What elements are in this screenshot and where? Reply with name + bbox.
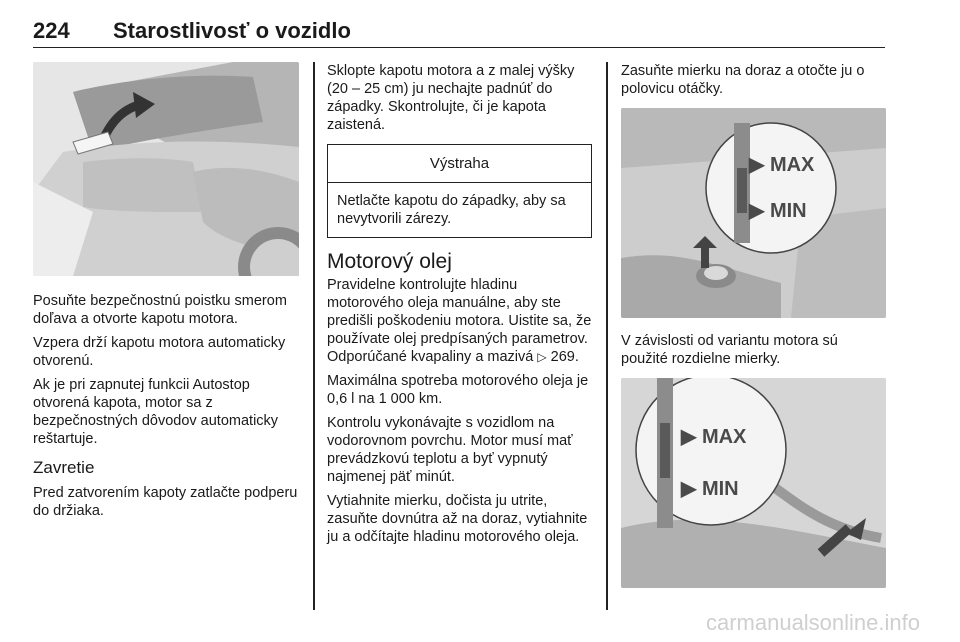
column-middle bbox=[327, 62, 592, 552]
max-label: MAX bbox=[769, 154, 815, 176]
paragraph: Vytiahnite mierku, dočista ju utrite, zasuňte dovnútra až na doraz, vytiahnite ju a odčítajte hladinu motorového oleja. bbox=[327, 493, 588, 545]
column-left bbox=[33, 62, 299, 526]
page-number: 224 bbox=[33, 18, 70, 43]
paragraph: Vzpera drží kapotu motora automaticky otvorenú. bbox=[33, 335, 286, 369]
column-divider bbox=[313, 62, 315, 610]
warning-body: Netlačte kapotu do západky, aby sa nevytvorili zárezy. bbox=[337, 193, 566, 227]
closing-heading: Zavretie bbox=[33, 458, 95, 477]
paragraph: Pred zatvorením kapoty zatlačte podperu do držiaka. bbox=[33, 485, 298, 519]
hood-opening-illustration bbox=[33, 62, 299, 276]
paragraph: Maximálna spotreba motorového oleja je 0,6 l na 1 000 km. bbox=[327, 373, 589, 407]
paragraph: V závislosti od variantu motora sú použité rozdielne mierky. bbox=[621, 333, 838, 367]
column-right bbox=[621, 62, 886, 588]
dipstick-min-marker: ▶ MIN bbox=[749, 200, 807, 222]
dipstick-illustration-2 bbox=[621, 378, 886, 588]
page-header bbox=[33, 14, 885, 48]
min-label: MIN bbox=[769, 200, 807, 222]
page-reference: 269. bbox=[550, 349, 579, 365]
dipstick-min-marker: ▶ MIN bbox=[681, 478, 739, 500]
watermark: carmanualsonline.info bbox=[705, 610, 920, 635]
page-title: Starostlivosť o vozidlo bbox=[113, 18, 351, 43]
dipstick-max-marker: ▶ MAX bbox=[681, 426, 747, 448]
paragraph: Sklopte kapotu motora a z malej výšky (20 – 25 cm) ju nechajte padnúť do západky. Skontrolujte, či je kapota zaistená. bbox=[327, 63, 575, 133]
max-label: MAX bbox=[701, 426, 747, 448]
page-ref-icon: ▷ bbox=[537, 350, 547, 364]
warning-title: Výstraha bbox=[328, 145, 591, 183]
paragraph-text: Pravidelne kontrolujte hladinu motorového oleja manuálne, aby ste predišli poškodeniu motora. Uistite sa, že používate olej predpísaných parametrov. Odporúčané kvapaliny a mazivá bbox=[327, 277, 592, 365]
dipstick-illustration-1 bbox=[621, 108, 886, 318]
paragraph bbox=[327, 276, 592, 366]
paragraph: Zasuňte mierku na doraz a otočte ju o polovicu otáčky. bbox=[621, 63, 865, 97]
oil-heading: Motorový olej bbox=[327, 250, 452, 273]
paragraph: Kontrolu vykonávajte s vozidlom na vodorovnom povrchu. Motor musí mať prevádzkovú teplotu a byť vypnutý najmenej päť minút. bbox=[327, 415, 573, 485]
warning-box bbox=[327, 144, 592, 238]
dipstick-max-marker: ▶ MAX bbox=[749, 154, 815, 176]
paragraph: Ak je pri zapnutej funkcii Autostop otvorená kapota, motor sa z bezpečnostných dôvodov automaticky reštartuje. bbox=[33, 377, 279, 447]
min-label: MIN bbox=[701, 478, 739, 500]
paragraph: Posuňte bezpečnostnú poistku smerom doľava a otvorte kapotu motora. bbox=[33, 293, 287, 327]
column-divider bbox=[606, 62, 608, 610]
